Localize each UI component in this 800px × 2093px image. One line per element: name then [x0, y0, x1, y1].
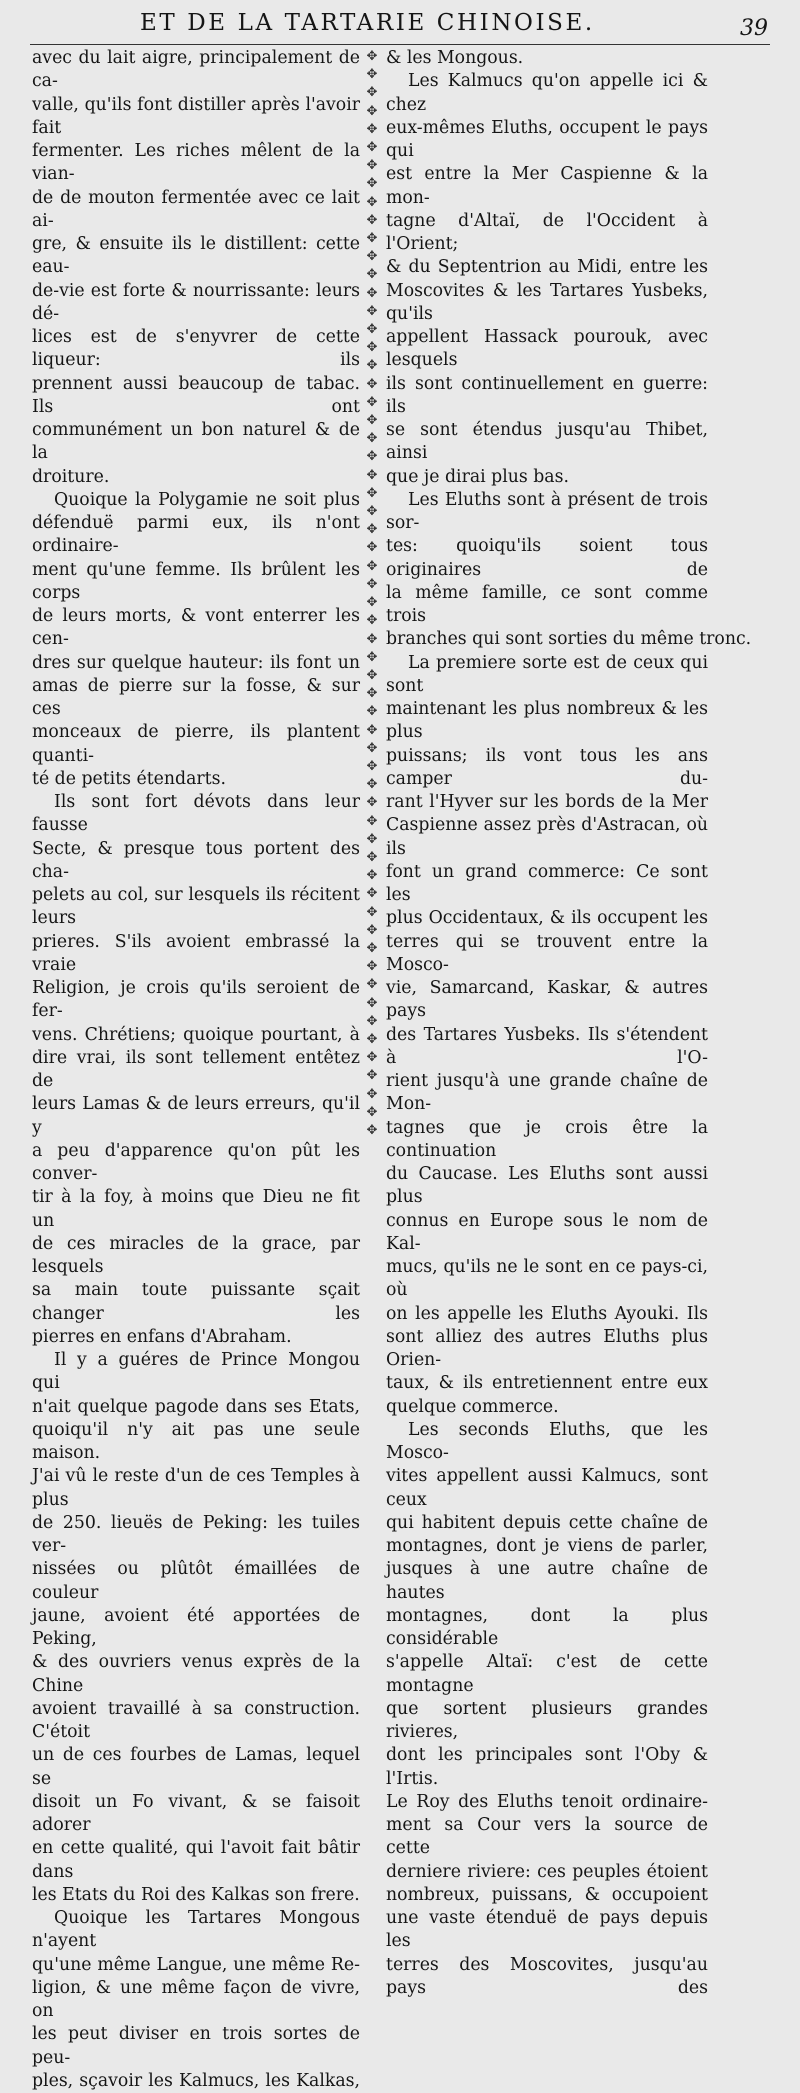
text-line: ment sa Cour vers la source de cette [386, 1815, 708, 1859]
text-line: prennent aussi beaucoup de tabac. Ils ont [32, 373, 360, 417]
divider-ornament-icon: ✥ [366, 194, 378, 210]
text-line: branches qui sont sorties du même tronc. [386, 629, 752, 650]
divider-ornament-icon: ✥ [366, 704, 378, 720]
text-line: Le Roy des Eluths tenoit ordinaire- [386, 1791, 708, 1812]
text-line: Il y a guéres de Prince Mongou qui [32, 1350, 360, 1394]
text-line: qui habitent depuis cette chaîne de [386, 1512, 708, 1533]
text-line: vie, Samarcand, Kaskar, & autres pays [386, 978, 708, 1022]
text-line: jusques à une autre chaîne de hautes [386, 1559, 708, 1603]
divider-ornament-icon: ✥ [366, 522, 378, 538]
text-line: en cette qualité, qui l'avoit fait bâtir dans [32, 1838, 360, 1882]
text-line: on les appelle les Eluths Ayouki. Ils [386, 1303, 708, 1324]
text-line: terres qui se trouvent entre la Mosco- [386, 931, 708, 975]
divider-ornament-icon: ✥ [366, 686, 378, 702]
text-line: Les seconds Eluths, que les Mosco- [386, 1419, 708, 1463]
divider-ornament-icon: ✥ [366, 394, 378, 410]
text-line: valle, qu'ils font distiller après l'avoir fait [32, 94, 360, 138]
left-text-column [32, 47, 360, 2093]
divider-ornament-icon: ✥ [366, 504, 378, 520]
text-line: des Tartares Yusbeks. Ils s'étendent à l'O- [386, 1024, 708, 1068]
divider-ornament-icon: ✥ [366, 595, 378, 611]
divider-ornament-icon: ✥ [366, 49, 378, 64]
divider-ornament-icon: ✥ [366, 740, 378, 756]
text-line: vites appellent aussi Kalmucs, sont ceux [386, 1466, 708, 1510]
text-line: Les Kalmucs qu'on appelle ici & chez [386, 71, 708, 115]
text-line: Les Eluths sont à présent de trois sor- [386, 489, 708, 533]
divider-ornament-icon: ✥ [366, 176, 378, 192]
text-line: dres sur quelque hauteur: ils font un [32, 652, 360, 673]
text-line: monceaux de pierre, ils plantent quanti- [32, 722, 360, 766]
divider-ornament-icon: ✥ [366, 212, 378, 228]
divider-ornament-icon: ✥ [366, 904, 378, 920]
divider-ornament-icon: ✥ [366, 868, 378, 884]
text-line: du Caucase. Les Eluths sont aussi plus [386, 1164, 708, 1208]
divider-ornament-icon: ✥ [366, 922, 378, 938]
text-line: a peu d'apparence qu'on pût les conver- [32, 1140, 360, 1184]
text-line: de-vie est forte & nourrissante: leurs dé- [32, 280, 360, 324]
text-line: Quoique les Tartares Mongous n'ayent [32, 1908, 360, 1952]
text-line: sont alliez des autres Eluths plus Orien- [386, 1326, 708, 1370]
text-line: & les Mongous. [386, 48, 524, 68]
text-line: de de mouton fermentée avec ce lait ai- [32, 187, 360, 231]
text-line: les Etats du Roi des Kalkas son frere. [32, 1884, 360, 1905]
divider-ornament-icon: ✥ [366, 1068, 378, 1084]
divider-ornament-icon: ✥ [366, 103, 378, 119]
divider-ornament-icon: ✥ [366, 140, 378, 156]
text-line: sa main toute puissante sçait changer les [32, 1280, 360, 1324]
text-line: gre, & ensuite ils le distillent: cette eau- [32, 234, 360, 278]
divider-ornament-icon: ✥ [366, 940, 378, 956]
text-line: J'ai vû le reste d'un de ces Temples à plus [32, 1466, 360, 1510]
divider-ornament-icon: ✥ [366, 795, 378, 811]
text-line: disoit un Fo vivant, & se faisoit adorer [32, 1791, 360, 1835]
text-line: que sortent plusieurs grandes rivieres, [386, 1698, 708, 1742]
text-line: connus en Europe sous le nom de Kal- [386, 1210, 708, 1254]
divider-ornament-icon: ✥ [366, 613, 378, 629]
text-line: Ils sont fort dévots dans leur fausse [32, 792, 360, 836]
text-line: eux-mêmes Eluths, occupent le pays qui [386, 117, 708, 161]
text-line: de 250. lieuës de Peking: les tuiles ver- [32, 1512, 360, 1556]
text-line: nissées ou plûtôt émaillées de couleur [32, 1559, 360, 1603]
divider-ornament-icon: ✥ [366, 449, 378, 465]
divider-ornament-icon: ✥ [366, 285, 378, 301]
divider-ornament-icon: ✥ [366, 267, 378, 283]
header-title: ET DE LA TARTARIE CHINOISE. [140, 10, 595, 36]
divider-ornament-icon: ✥ [366, 667, 378, 683]
text-line: s'appelle Altaï: c'est de cette montagne [386, 1652, 708, 1696]
divider-ornament-icon: ✥ [366, 1050, 378, 1066]
text-line: amas de pierre sur la fosse, & sur ces [32, 675, 360, 719]
text-line: la même famille, ce sont comme trois [386, 582, 708, 626]
text-line: plus Occidentaux, & ils occupent les [386, 908, 708, 929]
text-line: que je dirai plus bas. [386, 466, 569, 487]
divider-ornament-icon: ✥ [366, 631, 378, 647]
divider-ornament-icon: ✥ [366, 67, 378, 83]
text-line: avec du lait aigre, principalement de ca- [32, 48, 360, 92]
text-line: dire vrai, ils sont tellement entêtez de [32, 1047, 360, 1091]
text-line: dont les principales sont l'Oby & l'Irtis. [386, 1745, 708, 1789]
divider-ornament-icon: ✥ [366, 649, 378, 665]
text-line: fermenter. Les riches mêlent de la vian- [32, 141, 360, 185]
column-divider-ornament [362, 48, 382, 1138]
text-line: & du Septentrion au Midi, entre les [386, 257, 708, 278]
header-rule [30, 44, 770, 45]
text-line: avoient travaillé à sa construction. C'étoit [32, 1698, 360, 1742]
text-line: té de petits étendarts. [32, 768, 226, 789]
divider-ornament-icon: ✥ [366, 158, 378, 174]
running-header [0, 4, 800, 42]
divider-ornament-icon: ✥ [366, 977, 378, 993]
divider-ornament-icon: ✥ [366, 722, 378, 738]
divider-ornament-icon: ✥ [366, 249, 378, 265]
text-line: leurs Lamas & de leurs erreurs, qu'il y [32, 1094, 360, 1138]
divider-ornament-icon: ✥ [366, 959, 378, 975]
divider-ornament-icon: ✥ [366, 1122, 378, 1138]
divider-ornament-icon: ✥ [366, 831, 378, 847]
text-line: Caspienne assez près d'Astracan, où ils [386, 815, 708, 859]
text-line: de leurs morts, & vont enterrer les cen- [32, 606, 360, 650]
text-line: ligion, & une même façon de vivre, on [32, 1977, 360, 2021]
text-line: terres des Moscovites, jusqu'au pays des [386, 1954, 708, 1998]
text-line: une vaste étenduë de pays depuis les [386, 1908, 708, 1952]
divider-ornament-icon: ✥ [366, 413, 378, 429]
divider-ornament-icon: ✥ [366, 813, 378, 829]
text-line: rant l'Hyver sur les bords de la Mer [386, 792, 708, 812]
divider-ornament-icon: ✥ [366, 995, 378, 1011]
page-number: 39 [740, 16, 768, 41]
divider-ornament-icon: ✥ [366, 303, 378, 319]
text-line: se sont étendus jusqu'au Thibet, ainsi [386, 420, 708, 464]
text-line: tagnes que je crois être la continuation [386, 1117, 708, 1161]
divider-ornament-icon: ✥ [366, 340, 378, 356]
text-line: n'ait quelque pagode dans ses Etats, [32, 1396, 360, 1417]
divider-ornament-icon: ✥ [366, 758, 378, 774]
divider-ornament-icon: ✥ [366, 431, 378, 447]
text-line: ment qu'une femme. Ils brûlent les corps [32, 559, 360, 603]
text-line: tes: quoiqu'ils soient tous originaires de [386, 536, 708, 580]
text-line: de ces miracles de la grace, par lesquels [32, 1233, 360, 1277]
text-line: les peut diviser en trois sortes de peu- [32, 2024, 360, 2068]
text-line: ples, sçavoir les Kalmucs, les Kalkas, [32, 2070, 360, 2091]
text-line: La premiere sorte est de ceux qui sont [386, 652, 708, 696]
divider-ornament-icon: ✥ [366, 85, 378, 101]
divider-ornament-icon: ✥ [366, 1104, 378, 1120]
text-line: montagnes, dont la plus considérable [386, 1605, 708, 1649]
text-line: défenduë parmi eux, ils n'ont ordinaire- [32, 513, 360, 557]
text-line: pierres en enfans d'Abraham. [32, 1326, 292, 1347]
text-line: lices est de s'enyvrer de cette liqueur: ils [32, 327, 360, 371]
divider-ornament-icon: ✥ [366, 467, 378, 483]
text-line: montagnes, dont je viens de parler, [386, 1536, 708, 1556]
divider-ornament-icon: ✥ [366, 376, 378, 392]
text-line: Secte, & presque tous portent des cha- [32, 838, 360, 882]
text-line: tagne d'Altaï, de l'Occident à l'Orient; [386, 210, 708, 254]
text-line: Moscovites & les Tartares Yusbeks, qu'ils [386, 280, 708, 324]
text-line: jaune, avoient été apportées de Peking, [32, 1605, 360, 1649]
text-line: tir à la foy, à moins que Dieu ne fit un [32, 1187, 360, 1231]
text-line: & des ouvriers venus exprès de la Chine [32, 1652, 360, 1696]
divider-ornament-icon: ✥ [366, 849, 378, 865]
text-line: Quoique la Polygamie ne soit plus [54, 489, 360, 510]
text-line: quoiqu'il n'y ait pas une seule maison. [32, 1419, 360, 1463]
text-line: nombreux, puissans, & occupoient [386, 1884, 708, 1905]
divider-ornament-icon: ✥ [366, 231, 378, 247]
right-text-column [386, 47, 752, 2000]
text-line: un de ces fourbes de Lamas, lequel se [32, 1745, 360, 1789]
divider-ornament-icon: ✥ [366, 886, 378, 902]
text-line: pelets au col, sur lesquels ils récitent leurs [32, 885, 360, 929]
text-line: puissans; ils vont tous les ans camper du- [386, 745, 708, 789]
divider-ornament-icon: ✥ [366, 576, 378, 592]
text-line: mucs, qu'ils ne le sont en ce pays-ci, où [386, 1257, 708, 1301]
text-line: ils sont continuellement en guerre: ils [386, 373, 708, 417]
divider-ornament-icon: ✥ [366, 777, 378, 793]
divider-ornament-icon: ✥ [366, 358, 378, 374]
divider-ornament-icon: ✥ [366, 121, 378, 137]
text-line: qu'une même Langue, une même Re- [32, 1954, 360, 1975]
divider-ornament-icon: ✥ [366, 322, 378, 338]
divider-ornament-icon: ✥ [366, 540, 378, 556]
text-line: quelque commerce. [386, 1396, 559, 1417]
text-line: appellent Hassack pourouk, avec lesquels [386, 327, 708, 371]
divider-ornament-icon: ✥ [366, 558, 378, 574]
text-line: droiture. [32, 466, 110, 487]
divider-ornament-icon: ✥ [366, 1013, 378, 1029]
text-line: Religion, je crois qu'ils seroient de fer- [32, 978, 360, 1022]
divider-ornament-icon: ✥ [366, 1086, 378, 1102]
text-line: vens. Chrétiens; quoique pourtant, à [32, 1024, 360, 1045]
divider-ornament-icon: ✥ [366, 485, 378, 501]
divider-ornament-icon: ✥ [366, 1031, 378, 1047]
text-line: maintenant les plus nombreux & les plus [386, 699, 708, 743]
text-line: rient jusqu'à une grande chaîne de Mon- [386, 1071, 708, 1115]
text-line: derniere riviere: ces peuples étoient [386, 1861, 708, 1882]
text-line: taux, & ils entretiennent entre eux [386, 1373, 708, 1394]
text-line: est entre la Mer Caspienne & la mon- [386, 164, 708, 208]
text-line: prieres. S'ils avoient embrassé la vraie [32, 931, 360, 975]
text-line: font un grand commerce: Ce sont les [386, 861, 708, 905]
text-line: communément un bon naturel & de la [32, 420, 360, 464]
